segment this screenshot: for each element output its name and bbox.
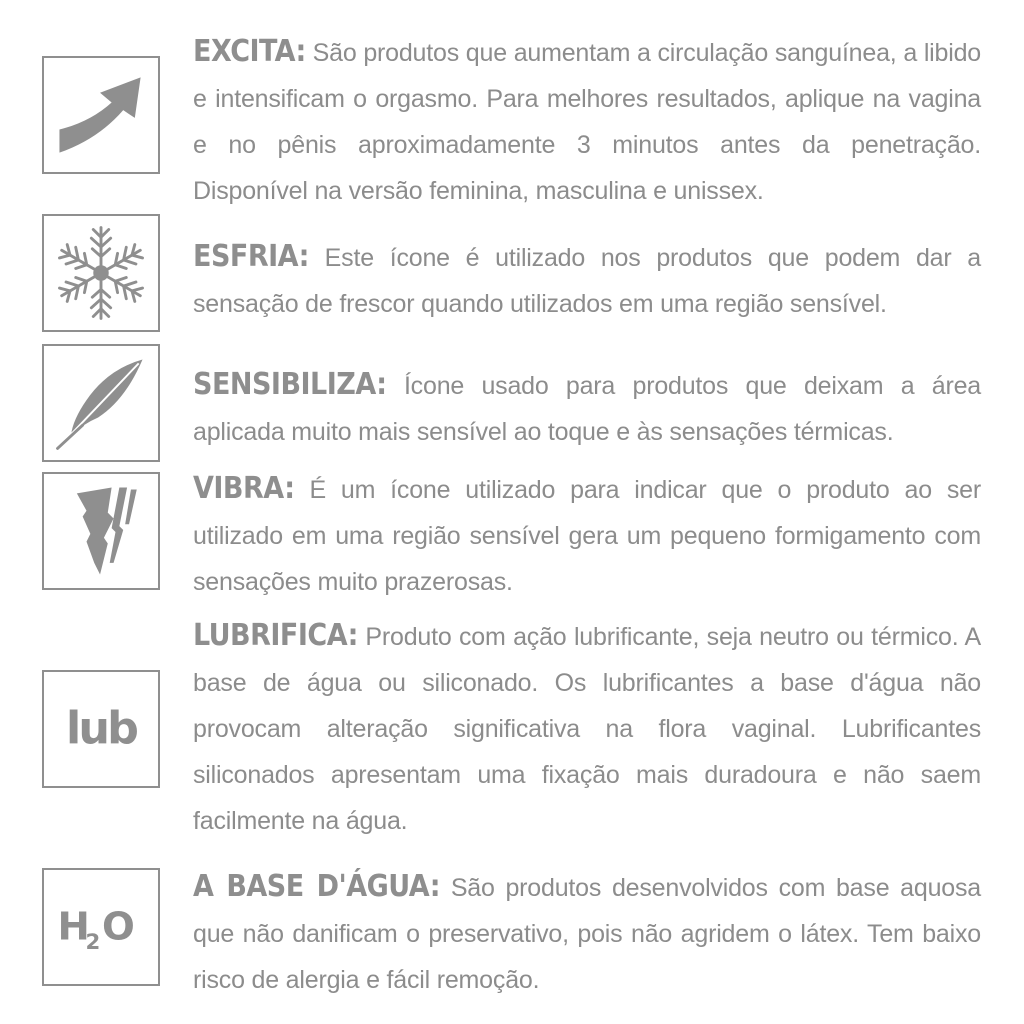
term-excita: EXCITA: [193,34,306,69]
description-lubrifica: Produto com ação lubrificante, seja neutro ou térmico. A base de água ou siliconado. Os lubrificantes a base d'água não provocam alteração significativa na flora vaginal. Lubrificantes siliconados apresentam uma fixação mais duradoura e não saem facilmente na água. [193,623,981,835]
entry-excita [193,29,981,214]
description-base-dagua: São produtos desenvolvidos com base aquosa que não danificam o preservativo, pois não agridem o látex. Tem baixo risco de alergia e fácil remoção. [193,874,981,994]
h2o-icon [42,868,160,986]
description-vibra: É um ícone utilizado para indicar que o produto ao ser utilizado em uma região sensível gera um pequeno formigamento com sensações muito prazerosas. [193,476,981,596]
svg-text:O: O [101,904,135,950]
term-base-dagua: A BASE D'ÁGUA: [193,869,441,904]
term-sensibiliza: SENSIBILIZA: [193,367,387,402]
description-excita: São produtos que aumentam a circulação sanguínea, a libido e intensificam o orgasmo. Para melhores resultados, aplique na vagina e no pênis aproximadamente 3 minutos antes da penetração. Disponível na versão feminina, masculina e unissex. [193,39,981,205]
entry-lubrifica [193,613,981,844]
entry-sensibiliza [193,362,981,455]
snowflake-icon [42,214,160,332]
description-esfria: Este ícone é utilizado nos produtos que podem dar a sensação de frescor quando utilizados em uma região sensível. [193,244,981,318]
entry-base-dagua [193,864,981,1003]
entry-esfria [193,234,981,327]
vibration-icon [42,472,160,590]
svg-text:2: 2 [85,930,101,956]
term-vibra: VIBRA: [193,471,295,506]
arrow-up-right-icon [42,56,160,174]
term-lubrifica: LUBRIFICA: [193,618,358,653]
term-esfria: ESFRIA: [193,239,309,274]
description-sensibiliza: Ícone usado para produtos que deixam a área aplicada muito mais sensível ao toque e às sensações térmicas. [193,372,981,446]
lub-icon [42,670,160,788]
entry-vibra [193,466,981,605]
feather-icon [42,344,160,462]
lub-icon-label: lub [66,703,136,755]
svg-text:H: H [57,904,90,950]
